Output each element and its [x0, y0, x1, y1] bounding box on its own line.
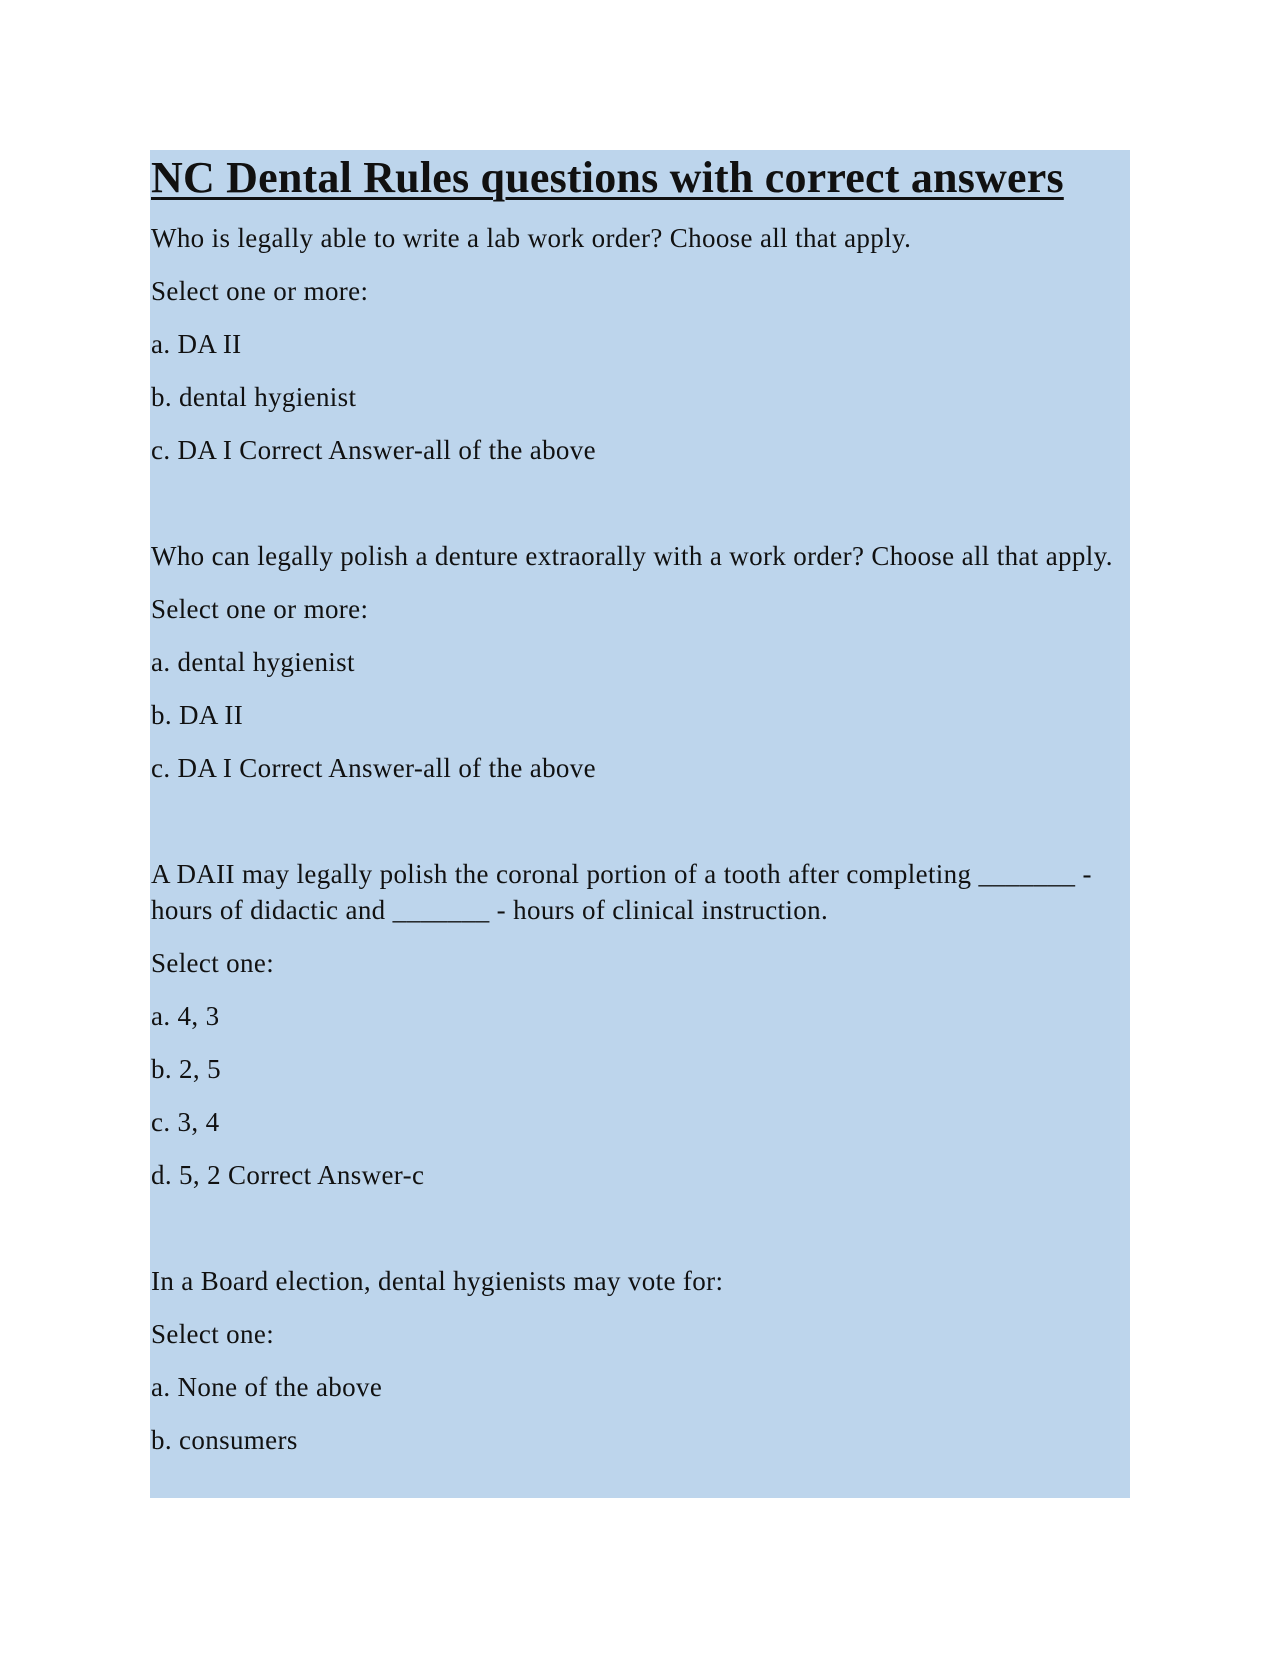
question-instruction: Select one or more: — [151, 594, 369, 624]
question-4 — [151, 1263, 1129, 1458]
question-2 — [151, 538, 1129, 786]
answer-option: c. DA I Correct Answer-all of the above — [151, 753, 596, 783]
answer-option: d. 5, 2 Correct Answer-c — [151, 1160, 425, 1190]
answer-option: b. consumers — [151, 1425, 298, 1455]
question-prompt: Who can legally polish a denture extraorally with a work order? Choose all that apply. — [151, 541, 1113, 571]
spacer — [151, 803, 1129, 856]
question-prompt: A DAII may legally polish the coronal portion of a tooth after completing _______ - hours of didactic and _______ - hours of clinical instruction. — [151, 859, 1092, 925]
spacer — [151, 1210, 1129, 1263]
answer-option: b. dental hygienist — [151, 382, 357, 412]
answer-option: c. DA I Correct Answer-all of the above — [151, 435, 596, 465]
question-instruction: Select one: — [151, 948, 275, 978]
spacer — [151, 485, 1129, 538]
question-prompt: In a Board election, dental hygienists may vote for: — [151, 1266, 724, 1296]
question-instruction: Select one or more: — [151, 276, 369, 306]
answer-option: b. DA II — [151, 700, 244, 730]
question-1 — [151, 220, 1129, 468]
answer-option: b. 2, 5 — [151, 1054, 221, 1084]
answer-option: c. 3, 4 — [151, 1107, 220, 1137]
document-body — [151, 150, 1129, 1475]
answer-option: a. None of the above — [151, 1372, 383, 1402]
document-title: NC Dental Rules questions with correct answers — [151, 153, 1064, 202]
answer-option: a. 4, 3 — [151, 1001, 220, 1031]
answer-option: a. dental hygienist — [151, 647, 355, 677]
answer-option: a. DA II — [151, 329, 242, 359]
question-instruction: Select one: — [151, 1319, 275, 1349]
question-prompt: Who is legally able to write a lab work order? Choose all that apply. — [151, 223, 912, 253]
question-3 — [151, 856, 1129, 1193]
